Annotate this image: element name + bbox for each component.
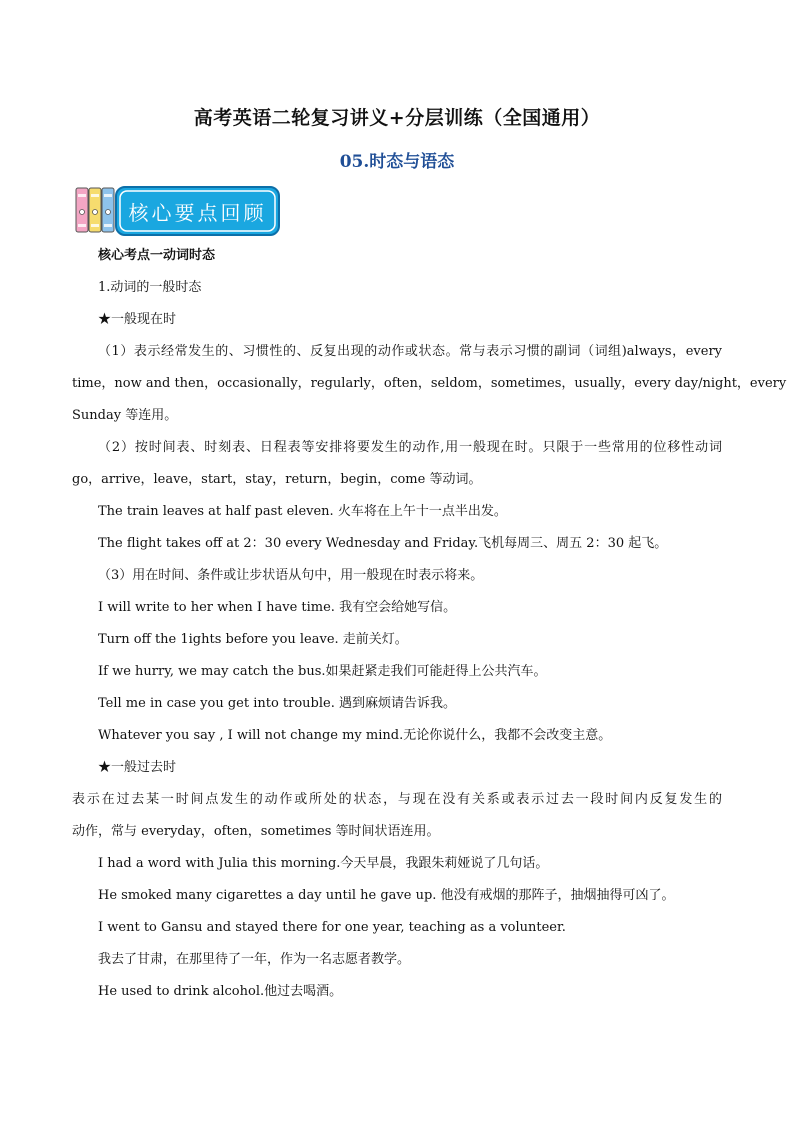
document-subtitle: 05.时态与语态	[339, 152, 455, 172]
paragraph-line: 动作，常与 everyday，often，sometimes 等时间状语连用。	[72, 824, 440, 839]
example-sentence: I will write to her when I have time. 我有空会给她写信。	[98, 600, 457, 615]
subsection-heading: 1.动词的一般时态	[98, 280, 202, 295]
section-heading: 核心考点一动词时态	[98, 248, 216, 263]
example-sentence: Turn off the 1ights before you leave. 走前关灯。	[98, 632, 408, 647]
example-sentence: I had a word with Julia this morning.今天早晨，我跟朱莉娅说了几句话。	[98, 856, 549, 871]
example-sentence: If we hurry, we may catch the bus.如果赶紧走我们可能赶得上公共汽车。	[98, 664, 547, 679]
simple-present-heading: ★一般现在时	[98, 312, 177, 327]
example-sentence: Whatever you say , I will not change my mind.无论你说什么，我都不会改变主意。	[98, 728, 612, 743]
document-body	[72, 240, 787, 1008]
books-icon	[75, 186, 119, 236]
paragraph-line: 表示在过去某一时间点发生的动作或所处的状态，与现在没有关系或表示过去一段时间内反复发生的	[72, 792, 722, 807]
example-sentence: The train leaves at half past eleven. 火车将在上午十一点半出发。	[98, 504, 507, 519]
paragraph-line: （1）表示经常发生的、习惯性的、反复出现的动作或状态。常与表示习惯的副词（词组)always，every	[98, 344, 722, 359]
paragraph-line: （3）用在时间、条件或让步状语从句中，用一般现在时表示将来。	[98, 568, 484, 583]
example-sentence: Tell me in case you get into trouble. 遇到麻烦请告诉我。	[98, 696, 456, 711]
example-sentence: He used to drink alcohol.他过去喝酒。	[98, 984, 343, 999]
example-sentence: He smoked many cigarettes a day until he gave up. 他没有戒烟的那阵子，抽烟抽得可凶了。	[98, 888, 675, 903]
example-sentence: 我去了甘肃，在那里待了一年，作为一名志愿者教学。	[98, 952, 411, 967]
section-banner	[75, 186, 280, 236]
paragraph-line: go，arrive，leave，start，stay，return，begin，come 等动词。	[72, 472, 482, 487]
paragraph-line: Sunday 等连用。	[72, 408, 178, 423]
example-sentence: The flight takes off at 2：30 every Wednesday and Friday.飞机每周三、周五 2：30 起飞。	[98, 536, 668, 551]
document-title: 高考英语二轮复习讲义+分层训练（全国通用）	[193, 107, 601, 129]
paragraph-line: time，now and then，occasionally，regularly，often，seldom，sometimes，usually，every day/night，every	[72, 376, 787, 391]
paragraph-line: （2）按时间表、时刻表、日程表等安排将要发生的动作,用一般现在时。只限于一些常用的位移性动词	[98, 440, 722, 455]
banner-label: 核心要点回顾	[128, 200, 267, 225]
example-sentence: I went to Gansu and stayed there for one year, teaching as a volunteer.	[98, 920, 566, 935]
simple-past-heading: ★一般过去时	[98, 760, 177, 775]
